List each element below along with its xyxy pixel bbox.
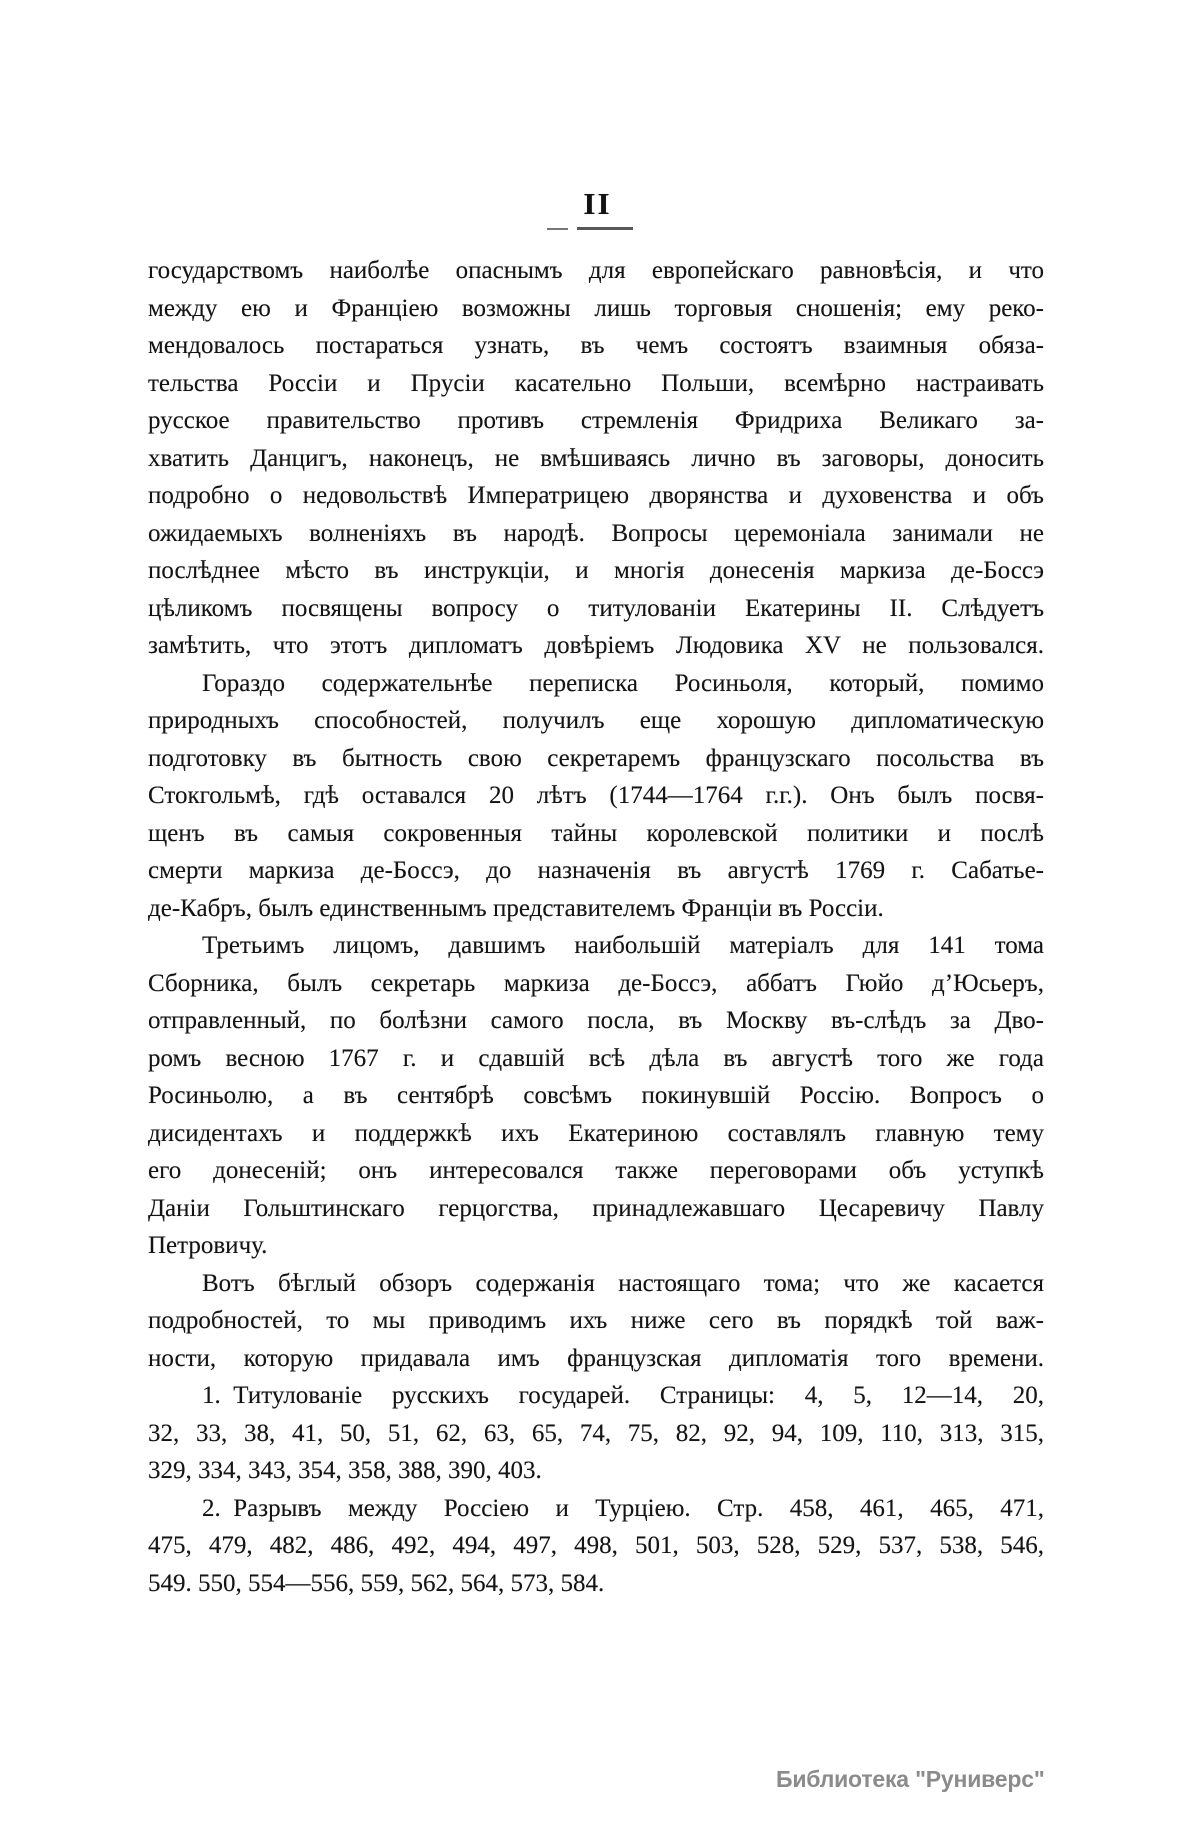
- text-line: государствомъ наиболѣе опаснымъ для европейскаго равновѣсія, и что: [148, 257, 1044, 284]
- text-line: Сборника, былъ секретарь маркиза де-Боссэ, аббатъ Гюйо д’Юсьеръ,: [148, 969, 1044, 997]
- text-line: Третьимъ лицомъ, давшимъ наибольшій матеріалъ для 141 тома: [202, 932, 1044, 959]
- underline-dash: [547, 228, 568, 230]
- text-line: природныхъ способностей, получилъ еще хорошую дипломатическую: [148, 707, 1044, 734]
- text-block: [148, 252, 1044, 1602]
- text-line: Стокгольмѣ, гдѣ оставался 20 лѣтъ (1744—1764 г.г.). Онъ былъ посвя-: [148, 782, 1044, 809]
- list-item-line: 329, 334, 343, 354, 358, 388, 390, 403.: [148, 1457, 542, 1484]
- text-line: тельства Россіи и Прусіи касательно Польши, всемѣрно настраивать: [148, 369, 1044, 397]
- text-line: хватить Данцигъ, наконецъ, не вмѣшиваясь лично въ заговоры, доносить: [148, 444, 1044, 472]
- text-line: Петровичу.: [148, 1232, 268, 1259]
- text-line: ности, которую придавала имъ французская дипломатія того времени.: [148, 1344, 1044, 1372]
- list-item-line: 475, 479, 482, 486, 492, 494, 497, 498, 501, 503, 528, 529, 537, 538, 546,: [148, 1532, 1044, 1559]
- text-line: де-Кабръ, былъ единственнымъ представителемъ Франціи въ Россіи.: [148, 894, 884, 922]
- list-item-line: 2. Разрывъ между Россіею и Турціею. Стр. 458, 461, 465, 471,: [202, 1494, 1044, 1522]
- text-line: замѣтить, что этотъ дипломатъ довѣріемъ Людовика XV не пользовался.: [148, 632, 1044, 659]
- library-watermark: Библиотека "Руниверс": [776, 1766, 1045, 1792]
- text-line: подготовку въ бытность свою секретаремъ французскаго посольства въ: [148, 744, 1044, 772]
- text-line: подробностей, то мы приводимъ ихъ ниже сего въ порядкѣ той важ-: [148, 1307, 1044, 1334]
- text-line: подробно о недовольствѣ Императрицею дворянства и духовенства и объ: [148, 482, 1044, 509]
- text-line: послѣднее мѣсто въ инструкціи, и многія донесенія маркиза де-Боссэ: [148, 557, 1044, 584]
- text-line: мендовалось постараться узнать, въ чемъ состоятъ взаимныя обяза-: [148, 332, 1044, 359]
- text-line: между ею и Франціею возможны лишь торговыя сношенія; ему реко-: [148, 294, 1044, 322]
- text-line: дисидентахъ и поддержкѣ ихъ Екатериною составлялъ главную тему: [148, 1119, 1044, 1147]
- list-item-line: 32, 33, 38, 41, 50, 51, 62, 63, 65, 74, 75, 82, 92, 94, 109, 110, 313, 315,: [148, 1419, 1044, 1447]
- text-line: Гораздо содержательнѣе переписка Росиньоля, который, помимо: [202, 669, 1044, 697]
- text-line: его донесеній; онъ интересовался также переговорами объ уступкѣ: [148, 1157, 1044, 1184]
- underline-dash: [577, 227, 633, 230]
- text-line: смерти маркиза де-Боссэ, до назначенія въ августѣ 1769 г. Сабатье-: [148, 857, 1044, 884]
- text-line: русское правительство противъ стремленія Фридриха Великаго за-: [148, 407, 1044, 434]
- text-line: ромъ весною 1767 г. и сдавшій всѣ дѣла въ августѣ того же года: [148, 1044, 1044, 1072]
- text-line: ожидаемыхъ волненіяхъ въ народѣ. Вопросы церемоніала занимали не: [148, 519, 1044, 547]
- text-line: Вотъ бѣглый обзоръ содержанія настоящаго тома; что же касается: [202, 1269, 1044, 1297]
- text-line: щенъ въ самыя сокровенныя тайны королевской политики и послѣ: [148, 819, 1044, 847]
- text-line: Росиньолю, а въ сентябрѣ совсѣмъ покинувшій Россію. Вопросъ о: [148, 1082, 1044, 1109]
- text-line: Даніи Гольштинскаго герцогства, принадлежавшаго Цесаревичу Павлу: [148, 1194, 1044, 1222]
- list-item-line: 549. 550, 554—556, 559, 562, 564, 573, 584.: [148, 1569, 605, 1597]
- text-line: цѣликомъ посвящены вопросу о титулованіи Екатерины II. Слѣдуетъ: [148, 594, 1044, 622]
- text-line: отправленный, по болѣзни самого посла, въ Москву въ-слѣдъ за Дво-: [148, 1007, 1044, 1034]
- list-item-line: 1. Титулованіе русскихъ государей. Страницы: 4, 5, 12—14, 20,: [202, 1382, 1044, 1409]
- page-number: II: [583, 186, 612, 221]
- page-number-underline: [547, 227, 633, 230]
